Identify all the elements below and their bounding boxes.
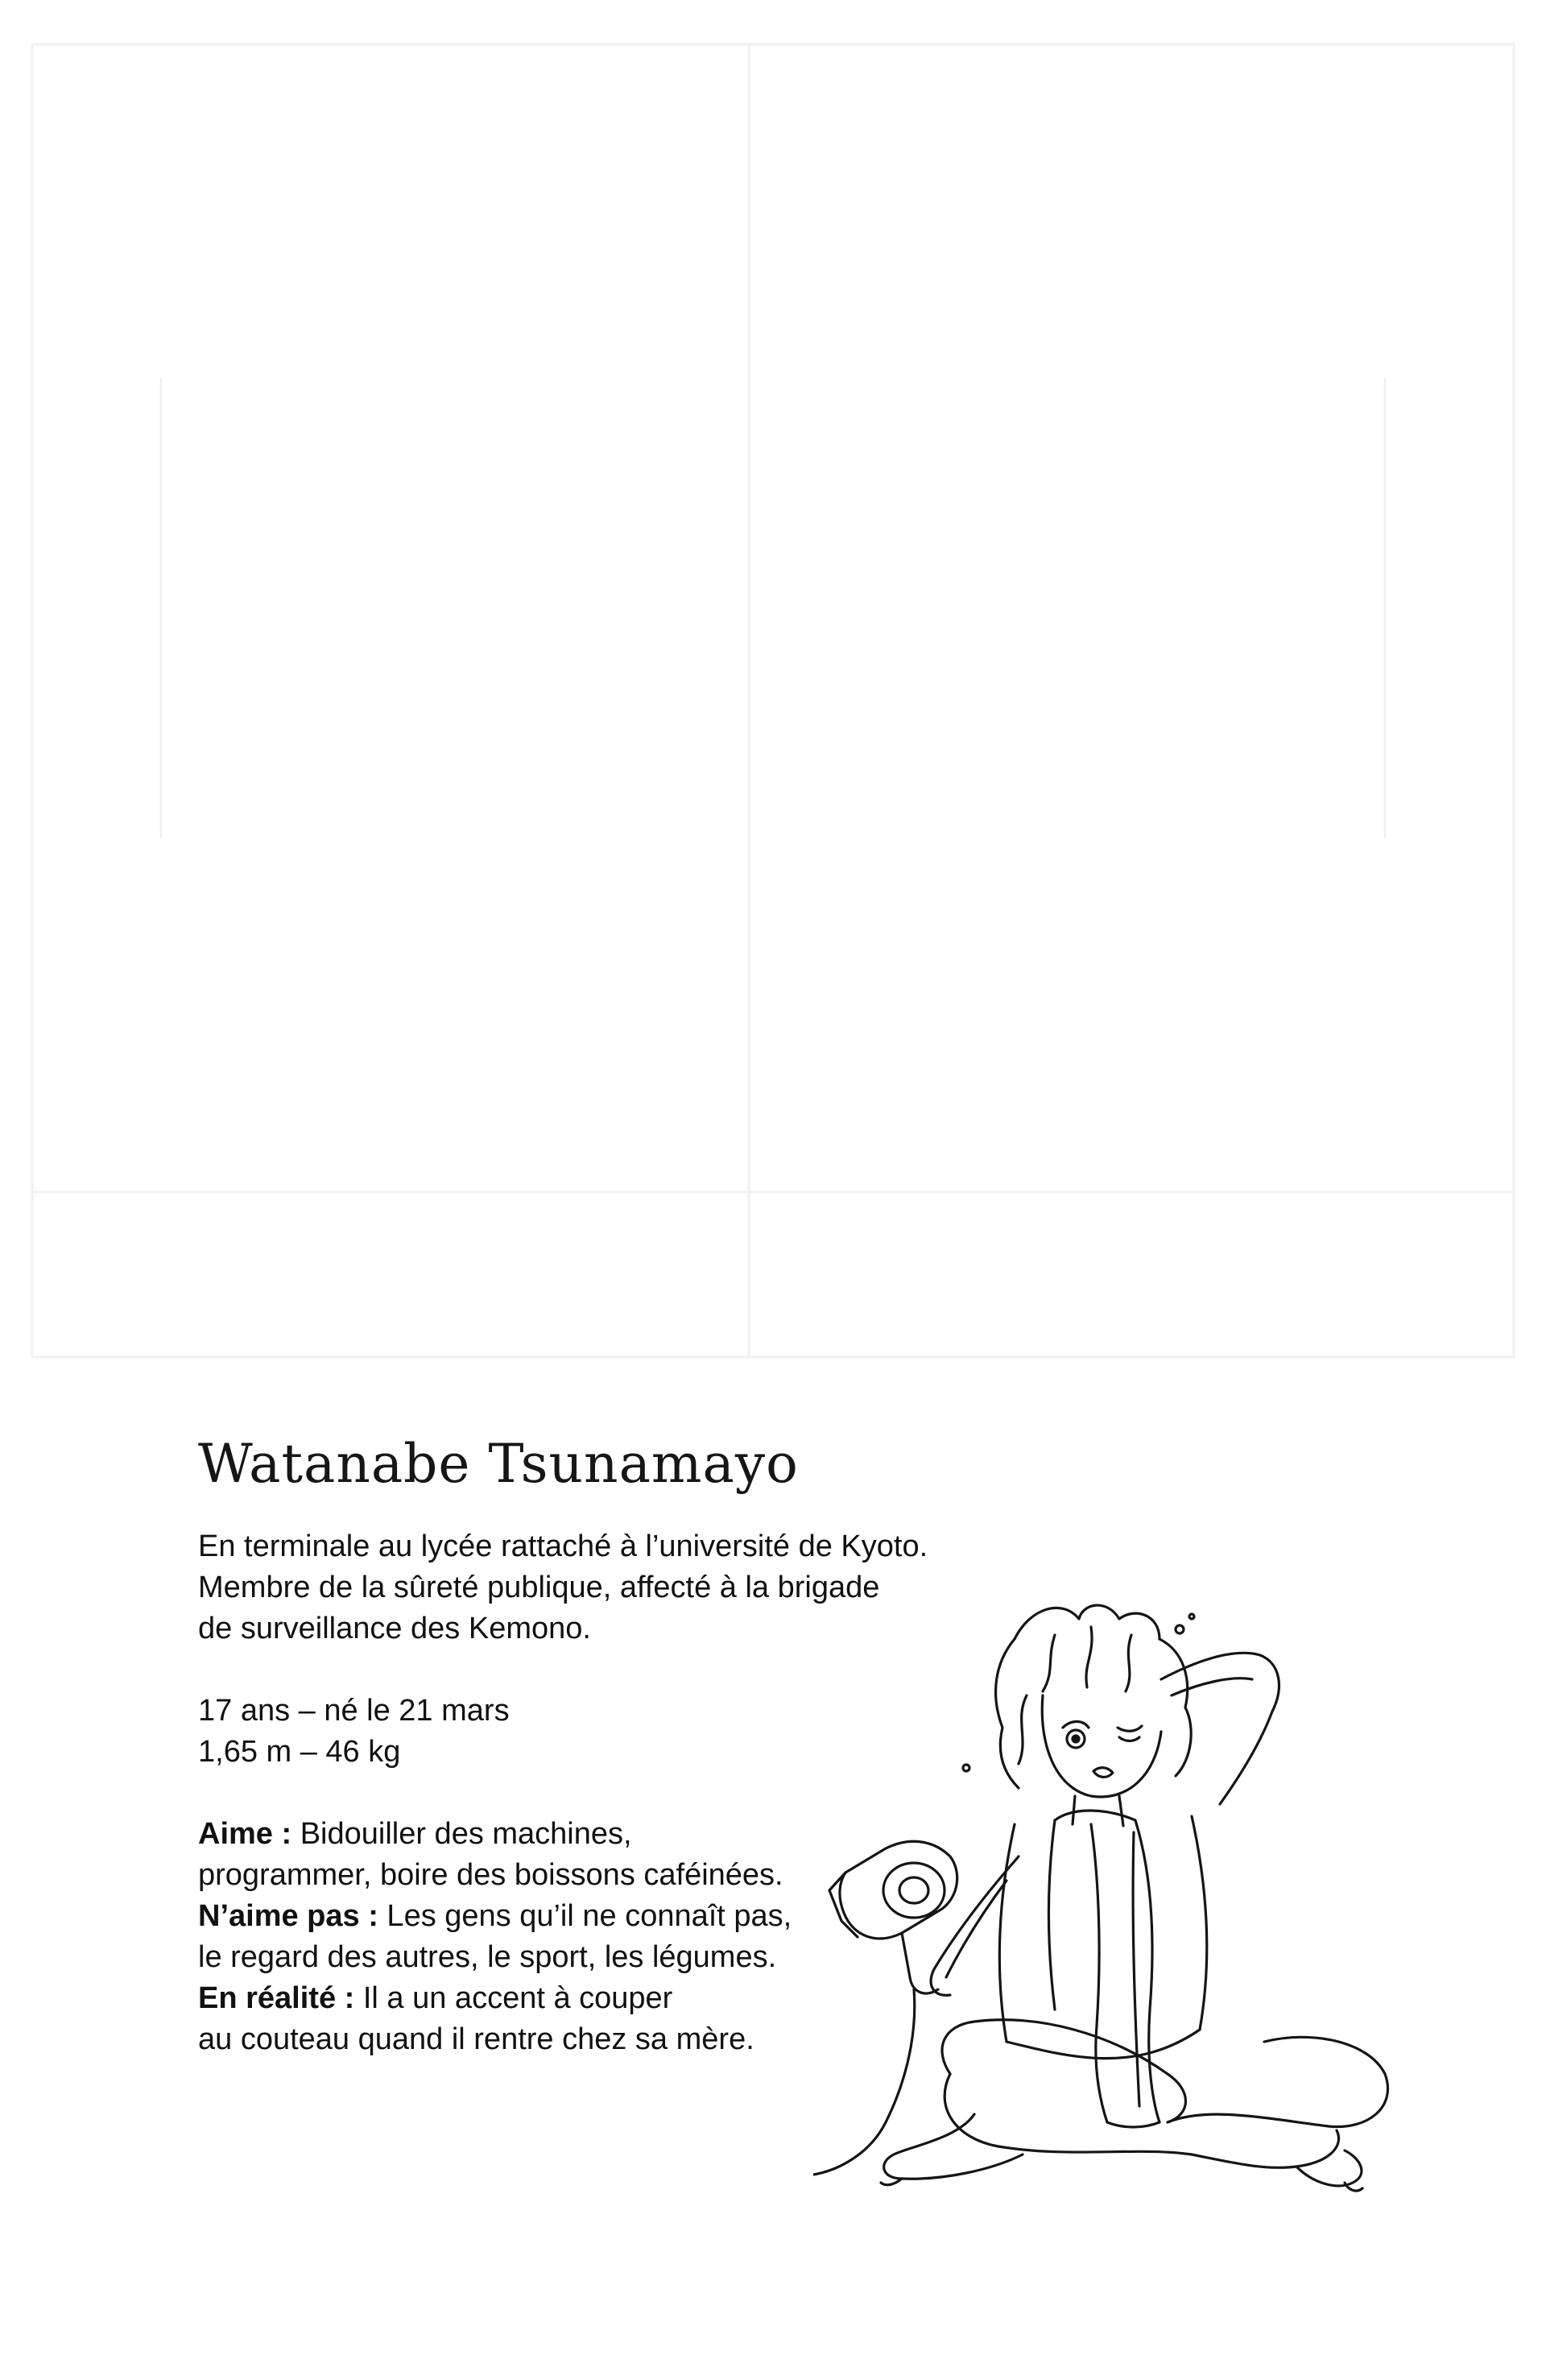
intro-line: Membre de la sûreté publique, affecté à la brigade [198, 1571, 880, 1604]
intro-line: de surveillance des Kemono. [198, 1612, 591, 1645]
likes-label: Aime : [198, 1817, 292, 1851]
age-birthday: 17 ans – né le 21 mars [198, 1694, 510, 1728]
character-sketch-illustration [813, 1591, 1457, 2227]
reality-text: Il a un accent à couper [354, 1981, 673, 2015]
reality-line-2: au couteau quand il rentre chez sa mère. [198, 2022, 754, 2056]
dislikes-text: Les gens qu’il ne connaît pas, [378, 1899, 792, 1933]
likes-text: Bidouiller des machines, [291, 1817, 632, 1851]
height-weight: 1,65 m – 46 kg [198, 1735, 401, 1769]
dislikes-line-2: le regard des autres, le sport, les légumes. [198, 1940, 777, 1974]
character-name: Watanabe Tsunamayo [198, 1433, 799, 1495]
reality-label: En réalité : [198, 1981, 355, 2015]
intro-line: En terminale au lycée rattaché à l’université de Kyoto. [198, 1529, 928, 1563]
dislikes-label: N’aime pas : [198, 1899, 378, 1933]
likes-line-2: programmer, boire des boissons caféinées. [198, 1858, 783, 1892]
